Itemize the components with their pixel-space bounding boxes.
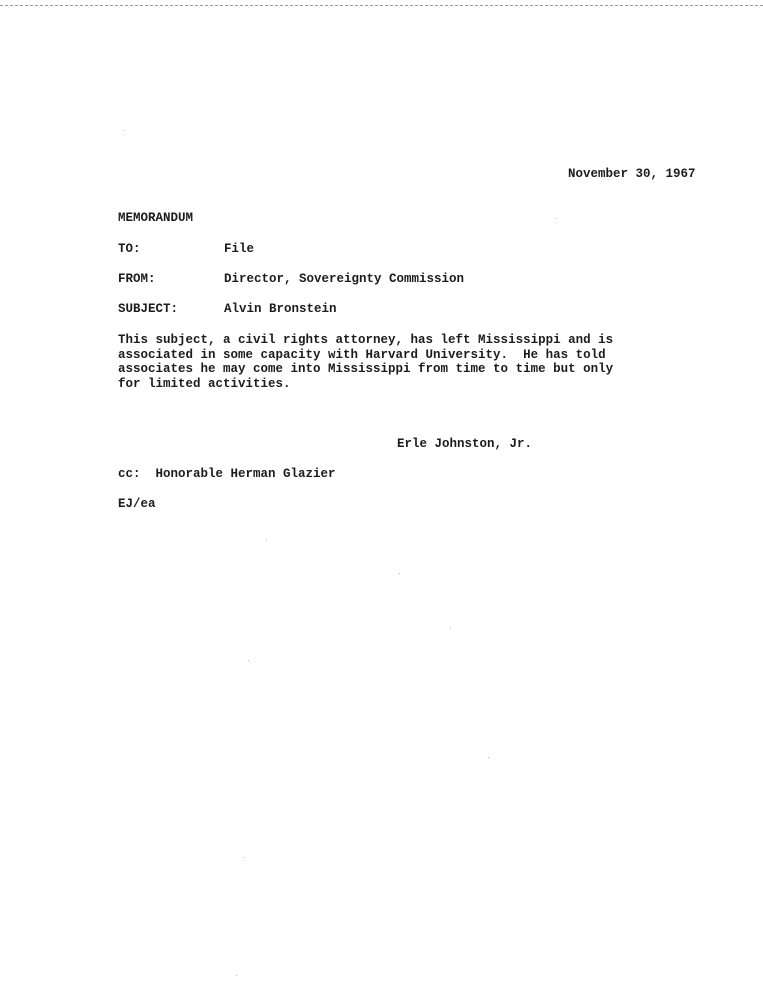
scan-speck <box>450 628 451 629</box>
body-line: associated in some capacity with Harvard University. He has told <box>118 347 606 362</box>
scan-speck <box>556 218 557 219</box>
memo-body <box>118 333 638 391</box>
from-value: Director, Sovereignty Commission <box>224 272 465 286</box>
memo-date: November 30, 1967 <box>568 167 696 181</box>
typist-initials: EJ/ea <box>118 497 156 511</box>
scan-speck <box>266 540 267 541</box>
to-value: File <box>224 242 255 256</box>
subject-value: Alvin Bronstein <box>224 302 337 316</box>
from-label: FROM: <box>118 272 156 286</box>
scan-speck <box>488 757 489 758</box>
scan-speck <box>244 857 245 858</box>
scan-speck <box>123 130 124 131</box>
to-label: TO: <box>118 242 141 256</box>
body-line: associates he may come into Mississippi from time to time but only <box>118 362 614 376</box>
memo-heading: MEMORANDUM <box>118 211 194 225</box>
scan-speck <box>399 573 400 574</box>
subject-label: SUBJECT: <box>118 302 179 316</box>
scan-speck <box>248 660 249 661</box>
scan-speck <box>236 975 237 976</box>
cc-line: cc: Honorable Herman Glazier <box>118 467 336 481</box>
page-top-edge <box>0 0 763 6</box>
body-line: This subject, a civil rights attorney, has left Mississippi and is <box>118 333 614 347</box>
signature: Erle Johnston, Jr. <box>397 437 533 451</box>
body-line: for limited activities. <box>118 376 291 391</box>
